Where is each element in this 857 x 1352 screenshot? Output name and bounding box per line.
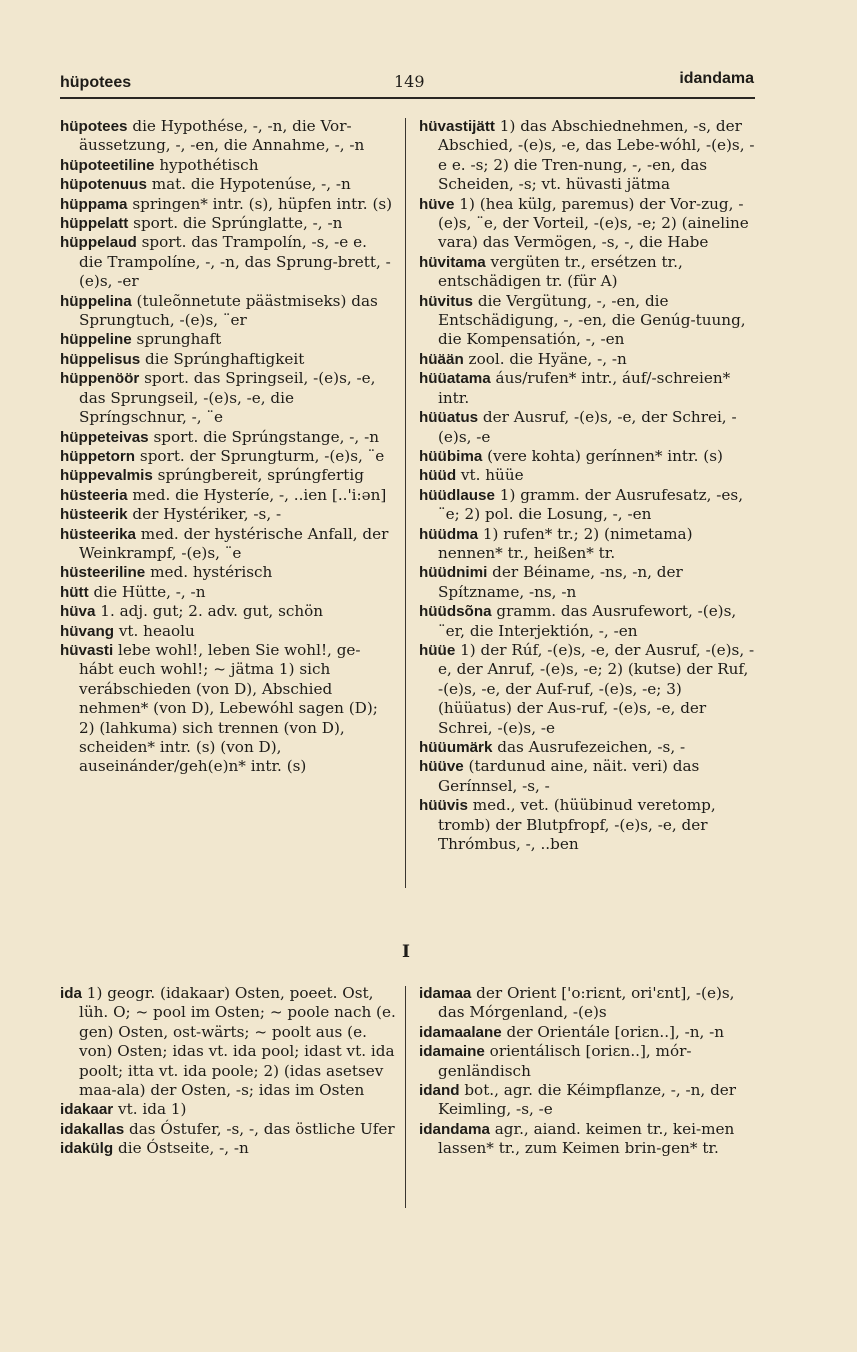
dictionary-entry xyxy=(419,369,757,408)
dictionary-entry xyxy=(60,214,393,233)
entry-definition: áus/rufen* intr., áuf/-schreien* intr. xyxy=(438,369,731,407)
entry-headword: hüsteeriline xyxy=(60,564,146,582)
entry-definition: sport. der Sprungturm, -(e)s, ¨e xyxy=(135,446,385,465)
dictionary-entry xyxy=(60,233,393,291)
dictionary-entry xyxy=(60,369,393,427)
entry-definition: agr., aiand. keimen tr., kei-men lassen* tr., zum Keimen brin-gen* tr. xyxy=(438,1119,735,1158)
entry-headword: idandama xyxy=(419,1120,490,1138)
entry-headword: hüppelatt xyxy=(60,215,129,233)
column-divider-top xyxy=(405,118,406,888)
entry-definition: med., vet. (hüübinud veretomp, tromb) der Blutpfropf, -(e)s, -e, der Thrómbus, -, ..ben xyxy=(438,796,716,854)
entry-definition: vt. ida 1) xyxy=(113,1100,187,1119)
dictionary-entry xyxy=(419,796,757,854)
entry-headword: hüvitus xyxy=(419,292,474,310)
entry-definition: der Béiname, -ns, -n, der Spítzname, -ns, -n xyxy=(438,563,683,601)
entry-definition: mat. die Hypotenúse, -, -n xyxy=(146,175,351,194)
entry-definition: das Óstufer, -s, -, das östliche Ufer xyxy=(124,1119,395,1138)
entry-headword: hüppenöör xyxy=(60,370,140,388)
entry-definition: 1) der Rúf, -(e)s, -e, der Ausruf, -(e)s, -e, der Anruf, -(e)s, -e; 2) (kutse) der Ruf, -(e)s, -e, der Auf-ruf, -(e)s, -e; 3) (hüüatus) der Aus-ruf, -(e)s, -e, der Schrei, -(e)s, -e xyxy=(438,640,755,737)
entry-definition: der Hystériker, -s, - xyxy=(127,505,282,524)
entry-headword: idamaa xyxy=(419,985,472,1002)
entry-headword: hüppeteivas xyxy=(60,428,149,446)
entry-headword: hüsteerika xyxy=(60,525,136,543)
entry-definition: die Óstseite, -, -n xyxy=(113,1139,249,1158)
running-head-left: hüpotees xyxy=(60,74,132,91)
entry-definition: hypothétisch xyxy=(154,155,259,174)
entry-headword: hüve xyxy=(419,195,455,213)
entry-headword: hüsteeria xyxy=(60,486,128,504)
dictionary-entry xyxy=(419,253,757,292)
dictionary-entry xyxy=(419,408,757,447)
entry-headword: hüvang xyxy=(60,622,115,640)
entry-definition: 1) (hea külg, paremus) der Vor-zug, -(e)s, ¨e, der Vorteil, -(e)s, -e; 2) (aineline vara) das Vermögen, -s, -, die Habe xyxy=(438,194,749,252)
dictionary-entry xyxy=(60,1100,397,1119)
dictionary-entry xyxy=(60,563,393,582)
dictionary-entry xyxy=(60,330,393,349)
entry-headword: hüvasti xyxy=(60,641,114,659)
dictionary-entry xyxy=(60,1120,397,1139)
entry-definition: die Hypothése, -, -n, die Vor-äussetzung, -, -en, die Annahme, -, -n xyxy=(79,117,365,155)
entry-headword: hüpotees xyxy=(60,118,128,135)
entry-definition: med. hystérisch xyxy=(145,563,273,582)
dictionary-entry xyxy=(419,195,757,253)
entry-headword: hüpoteetiline xyxy=(60,156,155,174)
dictionary-entry xyxy=(419,466,757,485)
header-rule xyxy=(60,97,755,99)
entry-headword: hütt xyxy=(60,583,89,601)
entry-headword: idamaine xyxy=(419,1043,485,1061)
column-right-top xyxy=(419,117,757,854)
dictionary-entry xyxy=(60,175,393,194)
dictionary-entry xyxy=(419,563,757,602)
entry-headword: hüüdlause xyxy=(419,486,495,504)
dictionary-entry xyxy=(60,525,393,564)
dictionary-entry xyxy=(60,466,393,485)
entry-definition: orientálisch [oriɛn..], mór-genländisch xyxy=(438,1042,692,1080)
dictionary-entry xyxy=(419,292,757,350)
entry-definition: (tuleõnnetute päästmiseks) das Sprungtuch, -(e)s, ¨er xyxy=(79,291,378,330)
dictionary-entry xyxy=(60,486,393,505)
entry-headword: hüppetorn xyxy=(60,447,136,465)
entry-definition: springen* intr. (s), hüpfen intr. (s) xyxy=(127,194,393,213)
entry-headword: hüppelina xyxy=(60,292,132,310)
entry-headword: idakallas xyxy=(60,1120,125,1138)
dictionary-entry xyxy=(419,602,757,641)
dictionary-entry xyxy=(60,447,393,466)
entry-headword: hüüdnimi xyxy=(419,564,488,582)
dictionary-entry xyxy=(419,525,757,564)
entry-headword: hüüdsõna xyxy=(419,603,492,621)
entry-definition: der Ausruf, -(e)s, -e, der Schrei, -(e)s, -e xyxy=(438,408,737,446)
entry-definition: 1) geogr. (idakaar) Osten, poeet. Ost, lüh. O; ~ pool im Osten; ~ poole nach (e. gen) Osten, ost-wärts; ~ poolt aus (e. von) Osten; idas vt. ida pool; idast vt. ida poolt; itta vt. ida poole; 2) (idas asetsev maa-ala) der Osten, -s; idas im Osten xyxy=(79,984,396,1100)
entry-definition: 1. adj. gut; 2. adv. gut, schön xyxy=(95,602,324,621)
running-head-right: idandama xyxy=(679,70,754,87)
dictionary-entry xyxy=(60,984,397,1100)
entry-headword: idakülg xyxy=(60,1140,114,1158)
entry-definition: sport. das Springseil, -(e)s, -e, das Sprungseil, -(e)s, -e, die Spríngschnur, -, ¨e xyxy=(79,369,376,427)
entry-headword: hüüumärk xyxy=(419,739,493,756)
dictionary-entry xyxy=(60,428,393,447)
entry-headword: hüpotenuus xyxy=(60,176,147,194)
dictionary-entry xyxy=(419,1042,757,1081)
dictionary-entry xyxy=(60,505,393,524)
entry-headword: hüsteerik xyxy=(60,506,128,524)
column-right-bottom xyxy=(419,984,757,1159)
entry-definition: das Ausrufezeichen, -s, - xyxy=(492,738,686,756)
column-left-top xyxy=(60,117,393,777)
entry-headword: hüppama xyxy=(60,195,128,213)
entry-definition: die Vergütung, -, -en, die Entschädigung, -, -en, die Genúg-tuung, die Kompensatión, -, -en xyxy=(438,291,746,349)
entry-headword: idand xyxy=(419,1082,460,1100)
entry-headword: hüppelisus xyxy=(60,350,141,368)
entry-definition: der Orientále [oriɛn..], -n, -n xyxy=(501,1022,725,1041)
entry-headword: hüvastijätt xyxy=(419,118,495,135)
dictionary-entry xyxy=(419,984,757,1023)
column-left-bottom xyxy=(60,984,397,1159)
dictionary-entry xyxy=(419,641,757,738)
dictionary-entry xyxy=(419,486,757,525)
entry-headword: hüüatus xyxy=(419,409,479,427)
entry-definition: med. die Hysteríe, -, ..ien [..'i:ən] xyxy=(127,485,387,504)
entry-headword: hüva xyxy=(60,603,96,621)
dictionary-entry xyxy=(419,1081,757,1120)
entry-headword: hüppevalmis xyxy=(60,467,153,485)
entry-definition: zool. die Hyäne, -, -n xyxy=(463,349,627,368)
entry-definition: (tardunud aine, näit. veri) das Gerínnsel, -s, - xyxy=(438,757,700,795)
dictionary-entry xyxy=(419,757,757,796)
entry-definition: vt. hüüe xyxy=(456,466,524,485)
dictionary-entry xyxy=(60,1139,397,1158)
entry-definition: (vere kohta) gerínnen* intr. (s) xyxy=(482,446,723,465)
entry-headword: hüppelaud xyxy=(60,234,137,252)
entry-headword: hüüdma xyxy=(419,525,479,543)
entry-headword: hüübima xyxy=(419,447,483,465)
entry-definition: lebe wohl!, leben Sie wohl!, ge-hábt euch wohl!; ~ jätma 1) sich verábschieden (von D), Abschied nehmen* (von D), Lebewóhl sagen (D); 2) (lahkuma) sich trennen (von D), scheiden* intr. (s) (von D), auseinánder/geh(e)n* intr. (s) xyxy=(79,640,378,776)
dictionary-entry xyxy=(60,156,393,175)
entry-definition: bot., agr. die Kéimpflanze, -, -n, der Keimling, -s, -e xyxy=(438,1081,737,1119)
dictionary-entry xyxy=(60,117,393,156)
entry-definition: der Orient ['o:riɛnt, ori'ɛnt], -(e)s, das Mórgenland, -(e)s xyxy=(438,984,735,1022)
entry-definition: sprunghaft xyxy=(131,330,222,349)
entry-definition: sport. die Sprúngstange, -, -n xyxy=(148,427,379,446)
dictionary-entry xyxy=(60,641,393,777)
entry-definition: die Hütte, -, -n xyxy=(88,582,206,601)
entry-headword: hüüatama xyxy=(419,370,491,388)
dictionary-entry xyxy=(419,1023,757,1042)
dictionary-entry xyxy=(419,738,757,757)
entry-definition: vt. heaolu xyxy=(114,621,195,640)
entry-headword: ida xyxy=(60,985,82,1002)
entry-definition: sprúngbereit, sprúngfertig xyxy=(152,466,364,485)
dictionary-entry xyxy=(60,195,393,214)
entry-definition: die Sprúnghaftigkeit xyxy=(140,349,305,368)
dictionary-entry xyxy=(419,1120,757,1159)
entry-headword: hüvitama xyxy=(419,253,486,271)
entry-headword: hüään xyxy=(419,350,464,368)
entry-definition: med. der hystérische Anfall, der Weinkrampf, -(e)s, ¨e xyxy=(79,524,389,562)
section-letter: I xyxy=(402,942,410,962)
entry-definition: gramm. das Ausrufewort, -(e)s, ¨er, die Interjektión, -, -en xyxy=(438,602,737,640)
entry-headword: hüüvis xyxy=(419,797,468,815)
dictionary-entry xyxy=(60,583,393,602)
dictionary-entry xyxy=(60,622,393,641)
entry-definition: sport. das Trampolín, -s, -e e. die Trampolíne, -, -n, das Sprung-brett, -(e)s, -er xyxy=(79,233,391,291)
dictionary-entry xyxy=(419,447,757,466)
dictionary-entry xyxy=(60,350,393,369)
column-divider-bottom xyxy=(405,986,406,1208)
entry-headword: hüüd xyxy=(419,467,457,485)
entry-headword: hüüve xyxy=(419,758,464,776)
entry-definition: sport. die Sprúnglatte, -, -n xyxy=(128,214,343,233)
dictionary-entry xyxy=(419,350,757,369)
dictionary-entry xyxy=(60,292,393,331)
entry-definition: vergüten tr., ersétzen tr., entschädigen tr. (für A) xyxy=(438,252,683,291)
entry-headword: idakaar xyxy=(60,1101,114,1119)
page-number: 149 xyxy=(394,72,425,91)
entry-headword: idamaalane xyxy=(419,1023,502,1041)
entry-headword: hüppeline xyxy=(60,331,132,349)
dictionary-entry xyxy=(419,117,757,195)
entry-definition: 1) gramm. der Ausrufesatz, -es, ¨e; 2) pol. die Losung, -, -en xyxy=(438,485,744,524)
entry-definition: 1) rufen* tr.; 2) (nimetama) nennen* tr., heißen* tr. xyxy=(438,524,693,562)
entry-definition: 1) das Abschiednehmen, -s, der Abschied, -(e)s, -e, das Lebe-wóhl, -(e)s, -e e. -s; 2) die Tren-nung, -, -en, das Scheiden, -s; vt. hüvasti jätma xyxy=(438,117,755,194)
entry-headword: hüüe xyxy=(419,641,456,659)
dictionary-entry xyxy=(60,602,393,621)
